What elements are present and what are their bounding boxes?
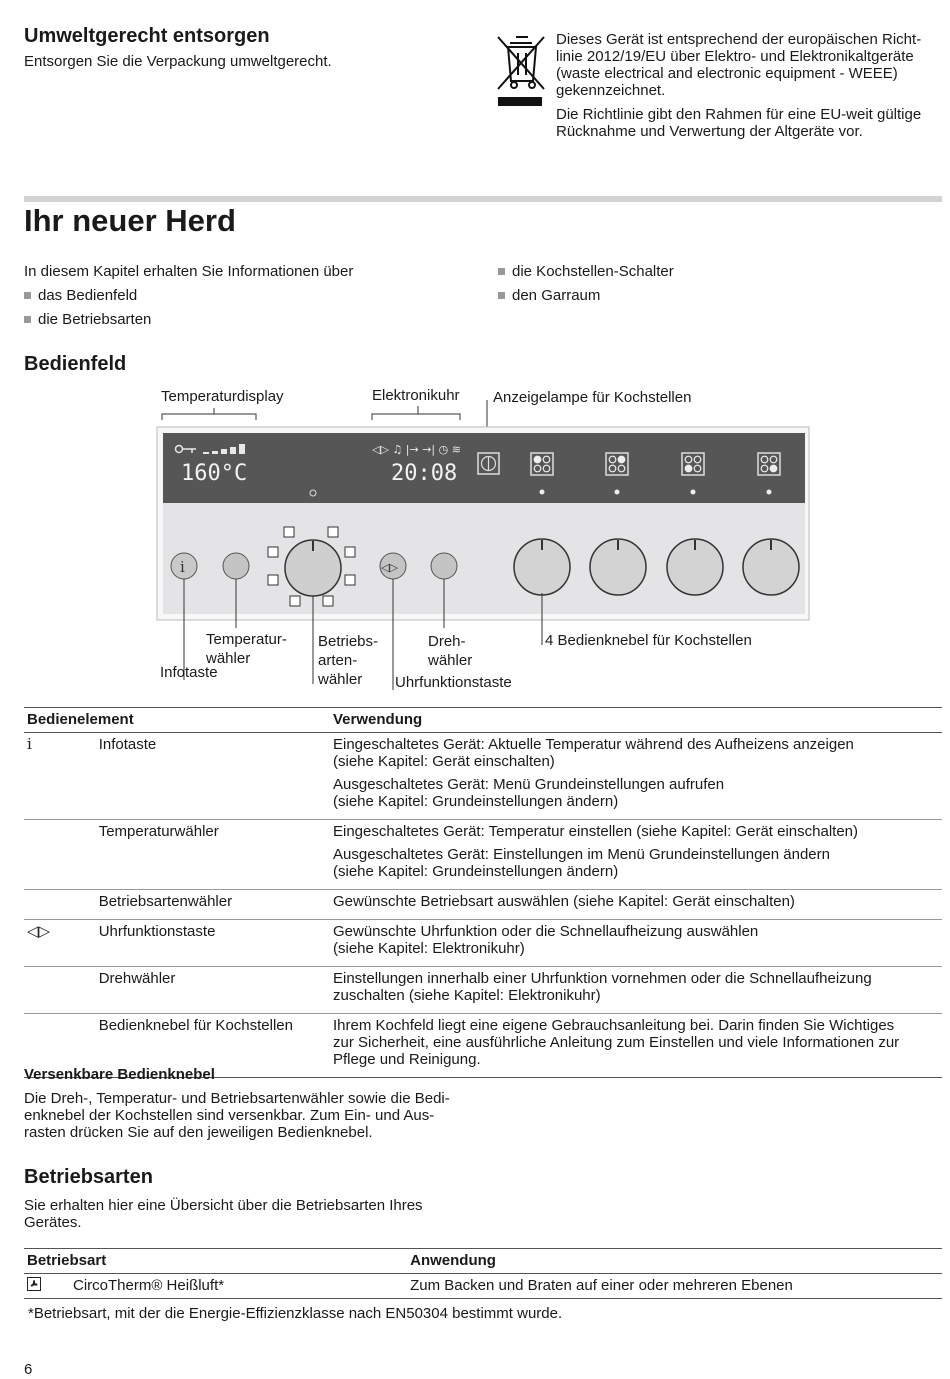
row-usage: Ihrem Kochfeld liegt eine eigene Gebrauchsanleitung bei. Darin finden Sie Wichtiges zur Sicherheit, eine ausführliche Anleitung zum Einstellen und viele Informationen zur Pflege und Reinigung.: [330, 1014, 942, 1078]
list-item: das Bedienfeld: [24, 287, 137, 304]
footnote: *Betriebsart, mit der die Energie-Effizienzklasse nach EN50304 bestimmt wurde.: [28, 1305, 563, 1322]
row-element-name: Infotaste: [98, 736, 157, 753]
chapter-intro: In diesem Kapitel erhalten Sie Informationen über: [24, 263, 354, 280]
hob-indicator-lamp: [767, 490, 772, 495]
hob-control-knob: [514, 539, 570, 595]
hob-indicator-lamp: [540, 490, 545, 495]
label-elektronikuhr: Elektronikuhr: [372, 387, 460, 404]
label-bedienknebel: 4 Bedienknebel für Kochstellen: [545, 632, 752, 649]
mode-name: CircoTherm® Heißluft*: [73, 1277, 225, 1294]
weee-paragraph-2: Die Richtlinie gibt den Rahmen für eine EU-weit gültige Rücknahme und Verwertung der Altgeräte vor.: [556, 106, 922, 140]
hob-control-knob: [743, 539, 799, 595]
section-title-disposal: Umweltgerecht entsorgen: [24, 25, 270, 47]
label-uhrfunktionstaste: Uhrfunktionstaste: [395, 674, 512, 691]
label-infotaste: Infotaste: [160, 664, 218, 681]
hob-control-knob: [590, 539, 646, 595]
table-row: [24, 890, 942, 920]
hob-indicator-icon: [606, 453, 628, 475]
column-header: Verwendung: [330, 708, 942, 733]
hob-indicator-icon: [682, 453, 704, 475]
clock-function-symbols: ◁▷ ♫ |→ →| ◷ ≋: [372, 443, 461, 456]
row-symbol: i: [27, 735, 32, 753]
row-element-name: Drehwähler: [96, 967, 330, 1014]
row-usage: Gewünschte Uhrfunktion oder die Schnellaufheizung auswählen (siehe Kapitel: Elektronikuhr): [330, 920, 942, 967]
quick-heat-icon: [478, 453, 499, 474]
table-row: [24, 967, 942, 1014]
row-symbol: ◁▷: [24, 920, 96, 967]
table-row: [24, 1274, 942, 1299]
temperature-selector: [223, 553, 249, 579]
display-time: 20:08: [391, 461, 458, 486]
label-anzeigelampe: Anzeigelampe für Kochstellen: [493, 389, 692, 406]
crossed-out-wheelie-bin-icon: [496, 33, 548, 108]
row-symbol: [24, 820, 96, 890]
row-element-name: Betriebsartenwähler: [96, 890, 330, 920]
column-header: Anwendung: [407, 1249, 942, 1274]
table-row: [24, 820, 942, 890]
row-usage: Eingeschaltetes Gerät: Aktuelle Temperatur während des Aufheizens anzeigen (siehe Kapitel: Gerät einschalten) Ausgeschaltetes Gerät: Menü Grundeinstellungen aufrufen (siehe Kapitel: Grundeinstellungen ändern): [333, 736, 854, 810]
list-item: die Betriebsarten: [24, 311, 151, 328]
hob-indicator-lamp: [615, 490, 620, 495]
row-symbol: [24, 890, 96, 920]
section-title-bedienfeld: Bedienfeld: [24, 353, 127, 375]
disposal-subtitle: Entsorgen Sie die Verpackung umweltgerecht.: [24, 53, 332, 70]
column-header: Betriebsart: [24, 1249, 407, 1274]
hob-indicator-lamp: [691, 490, 696, 495]
hob-control-knob: [667, 539, 723, 595]
row-element-name: Uhrfunktionstaste: [96, 920, 330, 967]
hob-indicator-icon: [531, 453, 553, 475]
svg-text:◁▷: ◁▷: [381, 561, 398, 574]
svg-text:i: i: [180, 558, 185, 576]
controls-table: [24, 707, 942, 1078]
modes-table: [24, 1248, 942, 1299]
chapter-divider: [24, 196, 942, 202]
page-number: 6: [24, 1361, 33, 1378]
fan-icon: [24, 1274, 70, 1299]
row-symbol: [24, 967, 96, 1014]
weee-paragraph-1: Dieses Gerät ist entsprechend der europäischen Richt- linie 2012/19/EU über Elektro- und Elektronikaltgeräte (waste electrical and electronic equipment - WEEE) gekennzeichnet.: [556, 31, 922, 99]
table-row: [24, 920, 942, 967]
versenkbar-text: Die Dreh-, Temperatur- und Betriebsartenwähler sowie die Bedi- enknebel der Kochstellen sind versenkbar. Zum Ein- und Aus- rasten drücken Sie auf den jeweiligen Bedienknebel.: [24, 1090, 450, 1141]
row-element-name: Temperaturwähler: [96, 820, 330, 890]
list-item: die Kochstellen-Schalter: [498, 263, 674, 280]
label-drehwaehler: Dreh- wähler: [428, 633, 473, 669]
display-temperature: 160°C: [181, 461, 248, 486]
section-title-betriebsarten: Betriebsarten: [24, 1166, 153, 1188]
label-betriebsartenwaehler: Betriebs- arten- wähler: [318, 633, 379, 688]
label-temperaturwaehler: Temperatur- wähler: [206, 631, 287, 667]
row-usage: Eingeschaltetes Gerät: Temperatur einstellen (siehe Kapitel: Gerät einschalten) Ausgeschaltetes Gerät: Einstellungen im Menü Grundeinstellungen ändern (siehe Kapitel: Grundeinstellungen ändern): [330, 820, 942, 890]
label-temperaturdisplay: Temperaturdisplay: [161, 388, 284, 405]
table-row: [24, 733, 942, 820]
hob-indicator-icon: [758, 453, 780, 475]
list-item: den Garraum: [498, 287, 600, 304]
row-usage: Einstellungen innerhalb einer Uhrfunktion vornehmen oder die Schnellaufheizung zuschalten (siehe Kapitel: Elektronikuhr): [330, 967, 942, 1014]
mode-use: Zum Backen und Braten auf einer oder mehreren Ebenen: [410, 1277, 793, 1294]
row-usage: Gewünschte Betriebsart auswählen (siehe Kapitel: Gerät einschalten): [330, 890, 942, 920]
subsection-title: Versenkbare Bedienknebel: [24, 1066, 215, 1083]
column-header: Bedienelement: [24, 708, 330, 733]
chapter-title: Ihr neuer Herd: [24, 203, 236, 238]
rotary-selector: [431, 553, 457, 579]
row-element-name: Bedienknebel für Kochstellen: [96, 1014, 330, 1078]
betriebsarten-intro: Sie erhalten hier eine Übersicht über die Betriebsarten Ihres Gerätes.: [24, 1197, 423, 1231]
